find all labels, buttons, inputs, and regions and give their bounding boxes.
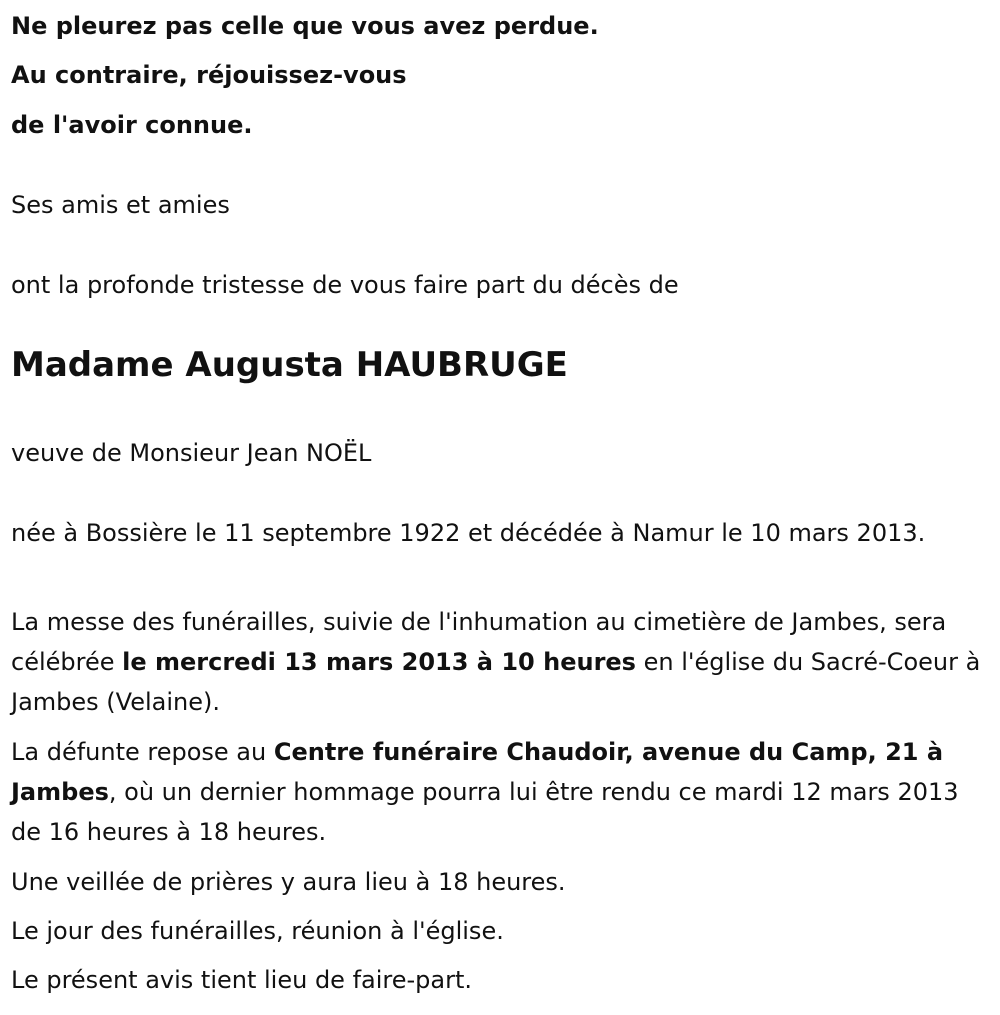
widow-of: veuve de Monsieur Jean NOËL: [11, 439, 372, 467]
verse-line-2: Au contraire, réjouissez-vous: [11, 61, 407, 89]
funeral-paragraph: [11, 602, 989, 722]
repose-text-after: , où un dernier hommage pourra lui être rendu ce mardi 12 mars 2013 de 16 heures à 18 heures.: [11, 778, 959, 846]
intro-text: ont la profonde tristesse de vous faire part du décès de: [11, 271, 679, 299]
vigil-text: Une veillée de prières y aura lieu à 18 heures.: [11, 868, 566, 896]
verse-line-1: Ne pleurez pas celle que vous avez perdue.: [11, 12, 599, 40]
funeral-date-time: le mercredi 13 mars 2013 à 10 heures: [122, 648, 636, 676]
birth-death-text: née à Bossière le 11 septembre 1922 et décédée à Namur le 10 mars 2013.: [11, 519, 926, 547]
repose-text-before: La défunte repose au: [11, 738, 274, 766]
funeral-text-after: en l'église du Sacré-Coeur à Jambes (Velaine).: [11, 648, 981, 716]
meeting-text: Le jour des funérailles, réunion à l'église.: [11, 917, 504, 945]
deceased-name: Madame Augusta HAUBRUGE: [11, 345, 568, 385]
repose-location: Centre funéraire Chaudoir, avenue du Camp, 21 à Jambes: [11, 738, 944, 806]
repose-paragraph: [11, 732, 989, 852]
announcers: Ses amis et amies: [11, 191, 230, 219]
verse-line-3: de l'avoir connue.: [11, 111, 253, 139]
funeral-text-before: La messe des funérailles, suivie de l'inhumation au cimetière de Jambes, sera célébrée: [11, 608, 947, 676]
notice-text: Le présent avis tient lieu de faire-part.: [11, 966, 473, 994]
